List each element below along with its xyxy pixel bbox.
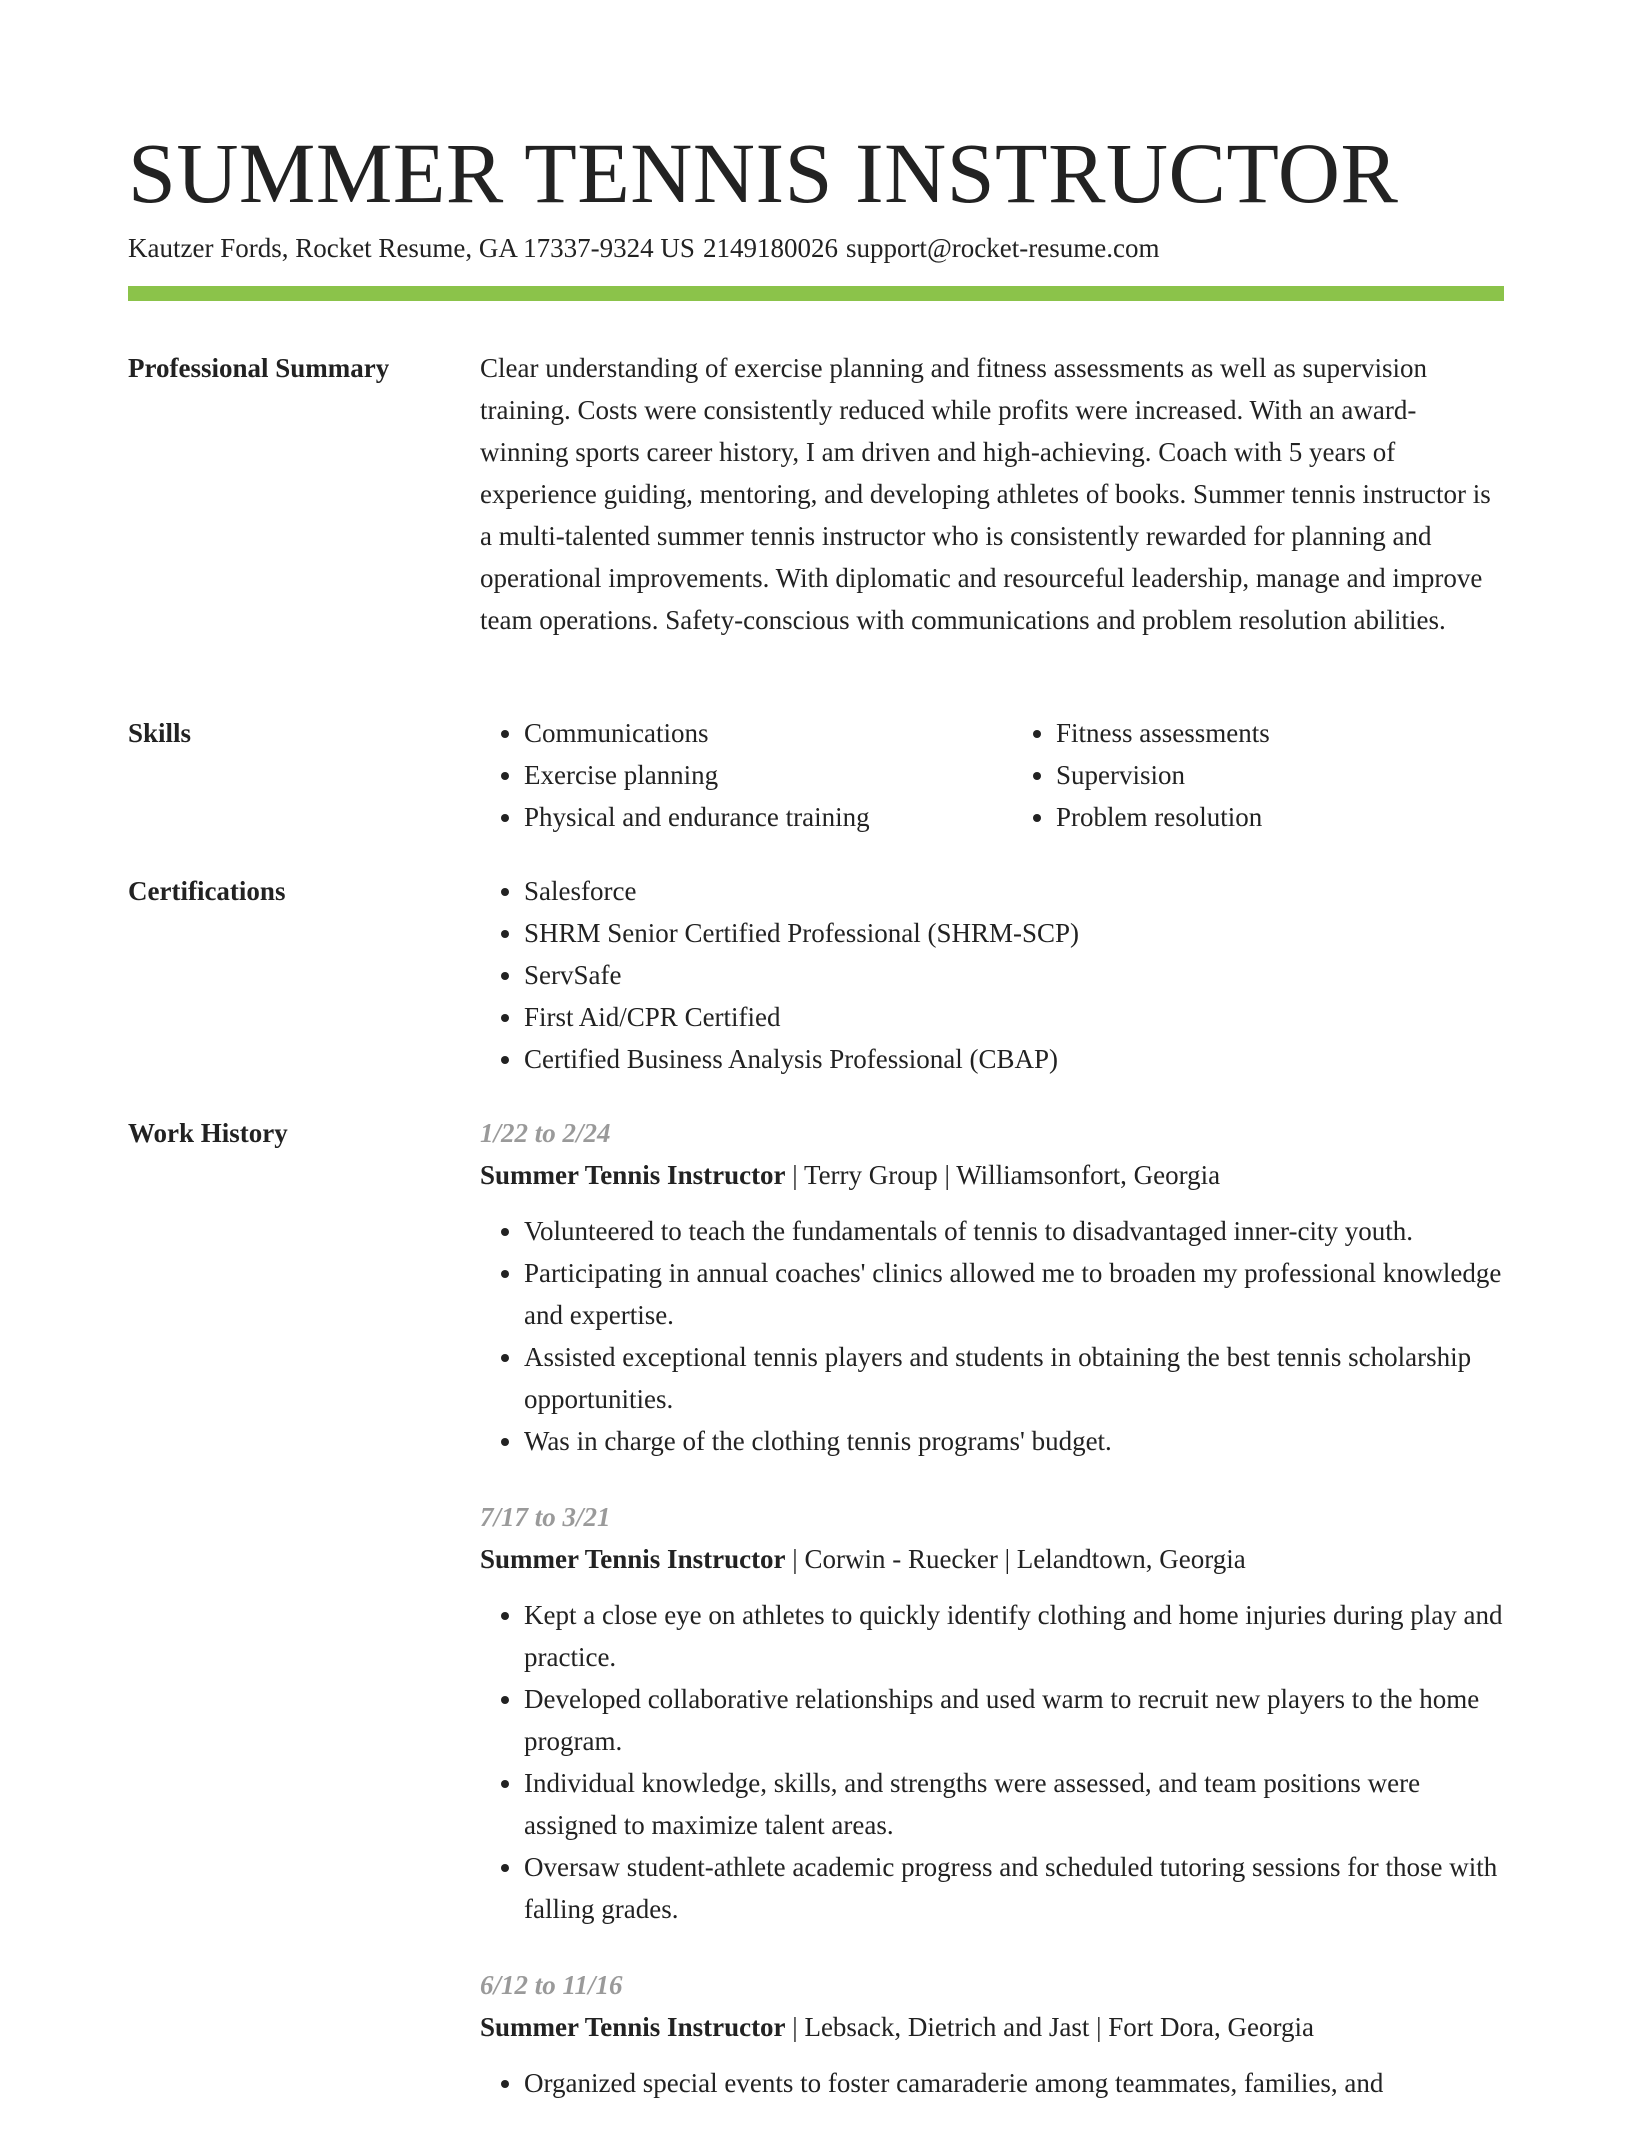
skill-item: • Exercise planning xyxy=(524,754,972,796)
job-details: | Lebsack, Dietrich and Jast | Fort Dora, Georgia xyxy=(785,2012,1314,2042)
job-title-line xyxy=(480,1538,1504,1580)
skills-body xyxy=(480,712,1504,838)
job-bullets xyxy=(480,1594,1504,1930)
certification-item: • Certified Business Analysis Professional (CBAP) xyxy=(524,1038,1504,1080)
job-entry xyxy=(480,1112,1504,1462)
summary-body xyxy=(480,347,1504,641)
job-bullet: • Assisted exceptional tennis players and students in obtaining the best tennis scholarship opportunities. xyxy=(524,1336,1504,1420)
job-details: | Terry Group | Williamsonfort, Georgia xyxy=(785,1160,1221,1190)
job-title: Summer Tennis Instructor xyxy=(480,1160,786,1190)
section-title-summary: Professional Summary xyxy=(128,353,390,383)
summary-text: Clear understanding of exercise planning and fitness assessments as well as supervision training. Costs were consistently reduced while profits were increased. With an award-winning sports career history, I am driven and high-achieving. Coach with 5 years of experience guiding, mentoring, and developing athletes of books. Summer tennis instructor is a multi-talented summer tennis instructor who is consistently rewarded for planning and operational improvements. With diplomatic and resourceful leadership, manage and improve team operations. Safety-conscious with communications and problem resolution abilities. xyxy=(480,353,1491,635)
job-bullet: • Was in charge of the clothing tennis programs' budget. xyxy=(524,1420,1504,1462)
certification-item: • SHRM Senior Certified Professional (SHRM-SCP) xyxy=(524,912,1504,954)
certification-item: • First Aid/CPR Certified xyxy=(524,996,1504,1038)
skills-list-right xyxy=(1012,712,1504,838)
certification-item: • ServSafe xyxy=(524,954,1504,996)
job-title: Summer Tennis Instructor xyxy=(480,2012,786,2042)
job-entry xyxy=(480,1964,1504,2104)
job-bullet: • Oversaw student-athlete academic progress and scheduled tutoring sessions for those with falling grades. xyxy=(524,1846,1504,1930)
certifications-body xyxy=(480,870,1504,1080)
work-history-body xyxy=(480,1112,1504,2138)
job-bullets xyxy=(480,2062,1504,2104)
job-dates: 6/12 to 11/16 xyxy=(480,1970,623,2000)
certification-item: • Salesforce xyxy=(524,870,1504,912)
section-title-certifications: Certifications xyxy=(128,876,286,906)
skill-item: • Communications xyxy=(524,712,972,754)
skill-item: • Problem resolution xyxy=(1056,796,1504,838)
skill-item: • Supervision xyxy=(1056,754,1504,796)
job-bullet: • Volunteered to teach the fundamentals of tennis to disadvantaged inner-city youth. xyxy=(524,1210,1504,1252)
job-title-line xyxy=(480,1154,1504,1196)
section-title-work-history: Work History xyxy=(128,1118,288,1148)
job-bullet: • Developed collaborative relationships and used warm to recruit new players to the home program. xyxy=(524,1678,1504,1762)
job-bullet: • Kept a close eye on athletes to quickly identify clothing and home injuries during play and practice. xyxy=(524,1594,1504,1678)
skill-item: • Physical and endurance training xyxy=(524,796,972,838)
job-bullet: • Organized special events to foster camaraderie among teammates, families, and xyxy=(524,2062,1504,2104)
job-entry xyxy=(480,1496,1504,1930)
header-divider xyxy=(128,286,1504,301)
contact-email[interactable]: support@rocket-resume.com xyxy=(845,233,1160,263)
job-details: | Corwin - Ruecker | Lelandtown, Georgia xyxy=(785,1544,1246,1574)
job-title: Summer Tennis Instructor xyxy=(480,1544,786,1574)
section-title-skills: Skills xyxy=(128,718,192,748)
job-title-line xyxy=(480,2006,1504,2048)
contact-address: Kautzer Fords, Rocket Resume, GA 17337-9324 US xyxy=(128,233,695,263)
skills-list-left xyxy=(480,712,972,838)
certifications-list xyxy=(480,870,1504,1080)
resume-name: SUMMER TENNIS INSTRUCTOR xyxy=(128,125,1399,221)
job-bullet: • Participating in annual coaches' clinics allowed me to broaden my professional knowledge and expertise. xyxy=(524,1252,1504,1336)
job-dates: 1/22 to 2/24 xyxy=(480,1118,611,1148)
contact-phone: 2149180026 xyxy=(702,233,838,263)
contact-line xyxy=(128,230,1159,266)
job-dates: 7/17 to 3/21 xyxy=(480,1502,611,1532)
job-bullet: • Individual knowledge, skills, and strengths were assessed, and team positions were assigned to maximize talent areas. xyxy=(524,1762,1504,1846)
skill-item: • Fitness assessments xyxy=(1056,712,1504,754)
job-bullets xyxy=(480,1210,1504,1462)
